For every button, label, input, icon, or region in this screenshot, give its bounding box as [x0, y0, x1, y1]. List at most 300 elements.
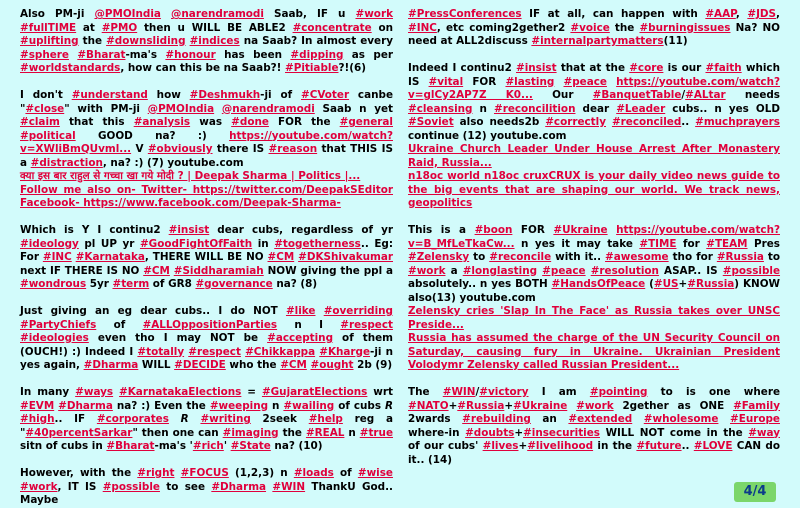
url-link[interactable]: Ukraine Church Leader Under House Arrest After Monastery Raid, Russia... — [408, 143, 780, 169]
body-text: sitn of cubs in — [20, 440, 107, 452]
url-link[interactable]: https://youtube.com/watch?v=B_MfLeTkaCw... — [408, 224, 780, 250]
hashtag-link[interactable]: #WIN — [442, 386, 476, 398]
post-paragraph — [20, 224, 393, 292]
hashtag-link[interactable]: #correctly — [545, 116, 606, 128]
hashtag-link[interactable]: #general — [339, 116, 393, 128]
hashtag-link[interactable]: #DECIDE — [174, 359, 226, 371]
hashtag-link[interactable]: #REAL — [305, 426, 345, 439]
hashtag-link[interactable]: #CM — [280, 359, 307, 371]
body-text: the — [278, 426, 306, 439]
hashtag-link[interactable]: #lasting — [505, 75, 555, 88]
italic-text: R — [385, 399, 394, 412]
body-text — [169, 413, 181, 425]
body-text: of — [96, 318, 143, 331]
body-text: , na? :) (7) — [102, 156, 168, 169]
body-text: in — [252, 237, 275, 250]
hashtag-link[interactable]: #wholesome — [643, 413, 719, 425]
body-text: , — [776, 8, 780, 20]
body-text: that this — [59, 116, 134, 128]
hashtag-link[interactable]: #GoodFightOfFaith — [139, 237, 253, 250]
body-text: an — [530, 413, 569, 425]
body-text: ThankU God.. Maybe — [20, 480, 393, 506]
body-text: / — [475, 386, 480, 398]
body-text: how — [147, 89, 190, 101]
hashtag-link[interactable]: #Zelensky — [408, 251, 470, 263]
hashtag-link[interactable]: #longlasting — [462, 264, 538, 277]
hashtag-link[interactable]: #totally — [137, 345, 185, 358]
body-text: to is one where — [647, 386, 780, 398]
hashtag-link[interactable]: #Soviet — [408, 116, 454, 128]
body-text: who the — [225, 359, 281, 371]
hashtag-link[interactable]: #downsliding — [106, 35, 186, 47]
body-text: canbe " — [20, 89, 393, 115]
hashtag-link[interactable]: #understand — [71, 89, 148, 101]
hashtag-link[interactable]: #weeping — [209, 399, 269, 412]
hashtag-link[interactable]: #Ukraine — [513, 399, 568, 412]
hashtag-link[interactable]: #work — [355, 8, 393, 20]
hashtag-link[interactable]: #claim — [20, 116, 60, 128]
hashtag-link[interactable]: #Siddharamiah — [173, 264, 264, 277]
hashtag-link[interactable]: #CVoter — [300, 89, 350, 101]
body-text: also needs2b — [453, 116, 546, 128]
hashtag-link[interactable]: #indices — [189, 35, 240, 47]
body-text: " then one can — [132, 426, 223, 439]
hashtag-link[interactable]: #Karnataka — [75, 251, 145, 263]
body-text: that at the — [556, 62, 630, 74]
body-text: to — [469, 251, 490, 263]
body-text: Saab, IF u — [263, 8, 356, 20]
page-number: 4/4 — [743, 484, 767, 499]
hashtag-link[interactable]: #peace — [563, 75, 607, 88]
body-text: where-in — [408, 426, 466, 439]
post-paragraph — [408, 8, 780, 49]
url-link[interactable]: Zelensky cries 'Slap In The Face' as Russia takes over UNSC Preside... — [408, 305, 780, 331]
body-text — [718, 413, 730, 425]
hashtag-link[interactable]: #PMO — [101, 21, 138, 34]
hashtag-link[interactable]: #US — [653, 278, 679, 290]
body-text: 2seek — [250, 413, 309, 425]
body-text: Also PM-ji — [20, 8, 95, 20]
hashtag-link[interactable]: #Bharat — [106, 440, 155, 452]
body-text: Pres — [747, 237, 780, 250]
hashtag-link[interactable]: #KarnatakaElections — [119, 386, 242, 398]
hashtag-link[interactable]: #dipping — [290, 48, 344, 61]
body-text: Na? NO need at ALL2discuss — [408, 21, 780, 47]
hashtag-link[interactable]: #wondrous — [20, 278, 87, 290]
hashtag-link[interactable]: #TIME — [639, 237, 677, 250]
hashtag-link[interactable]: #Chikkappa — [245, 345, 316, 358]
body-text: , how can this be na Saab?! — [120, 62, 286, 74]
body-text: na? :) Even the — [112, 399, 210, 412]
body-text: Indeed I continu2 — [408, 62, 517, 74]
body-text: , IT IS — [57, 480, 103, 493]
italic-text: R — [180, 413, 189, 425]
body-text — [189, 413, 201, 425]
hashtag-link[interactable]: #wise — [357, 467, 393, 479]
body-text: In many — [20, 386, 76, 398]
hashtag-link[interactable]: #Europe — [730, 413, 780, 425]
hashtag-link[interactable]: #Family — [733, 399, 781, 412]
hashtag-link[interactable]: #INC — [42, 251, 72, 263]
left-column — [20, 8, 393, 508]
body-text: next IF THERE IS NO — [20, 264, 144, 277]
body-text: continue (12) — [408, 129, 491, 142]
body-text: the — [78, 35, 107, 47]
hashtag-link[interactable]: #reconciled — [611, 116, 682, 128]
hashtag-link[interactable]: #insecurities — [523, 426, 600, 439]
hashtag-link[interactable]: #State — [230, 440, 271, 452]
body-text: FOR — [463, 75, 506, 88]
body-text: + — [514, 426, 524, 439]
post-paragraph — [20, 89, 393, 211]
post-paragraph — [20, 305, 393, 373]
body-text: dear — [575, 102, 617, 115]
hashtag-link[interactable]: #Russia — [716, 251, 764, 263]
hashtag-link[interactable]: #CM — [267, 251, 295, 263]
hashtag-link[interactable]: #40percentSarkar — [25, 426, 133, 439]
mention-link[interactable]: @PMOIndia — [94, 8, 161, 20]
hashtag-link[interactable]: #ways — [75, 386, 114, 398]
body-text: .. IF — [54, 413, 97, 425]
body-text: " with PM-ji — [64, 102, 148, 115]
hashtag-link[interactable]: #togetherness — [274, 237, 361, 250]
body-text: 2b (9) — [353, 359, 393, 371]
hashtag-link[interactable]: #reason — [268, 143, 318, 155]
body-text: n — [344, 426, 360, 439]
hashtag-link[interactable]: #ALLOppositionParties — [142, 318, 278, 331]
body-text: n — [472, 102, 494, 115]
hashtag-link[interactable]: #work — [576, 399, 614, 412]
body-text: dear cubs, regardless of yr — [209, 224, 393, 236]
body-text: ' — [223, 440, 231, 452]
body-text: 2wards — [408, 413, 463, 425]
body-text: n — [268, 399, 284, 412]
hashtag-link[interactable]: #concentrate — [292, 21, 372, 34]
body-text: I am — [528, 386, 590, 398]
body-text: FOR — [512, 224, 554, 236]
hashtag-link[interactable]: #livelihood — [527, 440, 594, 452]
body-text: WILL — [138, 359, 175, 371]
body-text: + — [504, 399, 514, 412]
hashtag-link[interactable]: #high — [20, 413, 55, 425]
hashtag-link[interactable]: #HandsOfPeace — [551, 278, 646, 290]
post-paragraph — [408, 62, 780, 211]
hashtag-link[interactable]: #corporates — [96, 413, 169, 425]
hashtag-link[interactable]: #PartyChiefs — [20, 318, 97, 331]
body-text — [554, 76, 563, 88]
hashtag-link[interactable]: #extended — [568, 413, 633, 425]
body-text: pl UP yr — [78, 237, 140, 250]
url-link[interactable]: n18oc world n18oc cruxCRUX is your daily video news guide to the big events that are shaping our world. We track news, geopolitics — [408, 170, 780, 209]
hashtag-link[interactable]: #AAP — [705, 8, 736, 20]
body-text: to see — [159, 480, 212, 493]
body-text: CAN do it.. (14) — [408, 440, 780, 466]
body-text: 2gether as ONE — [613, 399, 734, 412]
body-text: as per — [343, 48, 393, 61]
body-text: of cubs — [334, 399, 385, 412]
hashtag-link[interactable]: #peace — [542, 264, 586, 277]
body-text: was — [190, 116, 232, 128]
hashtag-link[interactable]: #boon — [474, 224, 513, 236]
hashtag-link[interactable]: #NATO — [408, 399, 449, 412]
mention-link[interactable]: @narendramodi — [171, 8, 264, 20]
post-paragraph — [20, 386, 393, 454]
body-text: ) KNOW also(13) — [408, 278, 780, 304]
post-paragraph — [20, 467, 393, 508]
hashtag-link[interactable]: #FOCUS — [180, 467, 229, 479]
body-text: .. Eg: For — [20, 237, 394, 263]
body-text: + — [448, 399, 458, 412]
hashtag-link[interactable]: #TEAM — [706, 237, 748, 250]
hashtag-link[interactable]: #Leader — [616, 102, 666, 115]
body-text: tho for — [668, 251, 717, 263]
body-text: This is a — [408, 224, 475, 236]
hashtag-link[interactable]: #term — [112, 278, 150, 290]
hashtag-link[interactable]: #work — [408, 264, 446, 277]
page-number-badge — [734, 482, 776, 502]
hashtag-link[interactable]: #insist — [516, 62, 557, 74]
body-text: (1,2,3) n — [228, 467, 294, 479]
hashtag-link[interactable]: #reconcilition — [493, 102, 576, 115]
hashtag-link[interactable]: #Bharat — [77, 48, 126, 61]
body-text: cubs.. n yes OLD — [665, 102, 781, 115]
body-text: 5yr — [86, 278, 113, 290]
hashtag-link[interactable]: #victory — [479, 386, 529, 398]
body-text: that THIS IS a — [20, 143, 393, 169]
hashtag-link[interactable]: #Dharma — [83, 359, 139, 371]
hashtag-link[interactable]: #awesome — [605, 251, 669, 263]
body-text — [607, 76, 616, 88]
hashtag-link[interactable]: #uplifting — [20, 35, 79, 47]
url-link[interactable]: https://youtube.com/watch?v=XWliBmQUvml... — [20, 129, 393, 155]
body-text — [608, 224, 617, 236]
body-text: of them (OUCH!) :) Indeed I — [20, 332, 393, 358]
hashtag-link[interactable]: #Ukraine — [553, 224, 608, 236]
hashtag-link[interactable]: #help — [308, 413, 343, 425]
hashtag-link[interactable]: #done — [231, 116, 269, 128]
body-text: reg a " — [20, 413, 393, 439]
hashtag-link[interactable]: #internalpartymatters — [531, 35, 664, 47]
hashtag-link[interactable]: #core — [629, 62, 664, 74]
hashtag-link[interactable]: #Dharma — [58, 399, 113, 412]
mention-link[interactable]: @PMOIndia — [147, 102, 215, 115]
body-text: FOR the — [268, 116, 340, 128]
hashtag-link[interactable]: #CM — [143, 264, 170, 277]
url-link[interactable]: Follow me also on- Twitter- https://twitter.com/DeepakSEditor Facebook- https://www.facebook.com/Deepak-Sharma- — [20, 183, 393, 209]
body-text: -ma's — [125, 48, 166, 61]
body-text: .. — [681, 116, 696, 128]
hashtag-link[interactable]: #Russia — [457, 399, 505, 412]
post-paragraph — [408, 224, 780, 373]
hashtag-link[interactable]: #LOVE — [693, 440, 733, 452]
hashtag-link[interactable]: #PressConferences — [408, 8, 522, 20]
hashtag-link[interactable]: #like — [285, 305, 316, 317]
hashtag-link[interactable]: #Russia — [687, 278, 735, 290]
body-text: GOOD na? :) — [75, 129, 230, 142]
body-text: + — [518, 440, 528, 452]
body-text — [567, 400, 576, 412]
hashtag-link[interactable]: #resolution — [590, 264, 659, 277]
body-text: the — [609, 21, 640, 34]
hashtag-link[interactable]: #doubts — [465, 426, 515, 439]
body-text: V — [131, 143, 148, 155]
hashtag-link[interactable]: #faith — [705, 62, 742, 74]
body-text: to — [763, 251, 780, 263]
body-text: Saab n yet — [314, 102, 393, 115]
hashtag-link[interactable]: #sphere — [20, 48, 69, 61]
body-text: , etc coming2gether2 — [436, 21, 571, 34]
link-source-domain: youtube.com — [459, 291, 536, 304]
hashtag-link[interactable]: #respect — [188, 345, 241, 358]
body-text: for — [676, 237, 707, 250]
body-text: na? (10) — [270, 440, 323, 452]
body-text: (11) — [663, 35, 688, 47]
post-paragraph — [20, 8, 393, 76]
hashtag-link[interactable]: #muchprayers — [695, 116, 780, 128]
body-text: Which is Y I continu2 — [20, 224, 169, 236]
body-text: wrt — [367, 386, 393, 398]
body-text: -ji of — [260, 89, 301, 101]
hashtag-link[interactable]: #possible — [722, 264, 781, 277]
link-source-domain: youtube.com — [167, 156, 244, 169]
url-link[interactable]: क्या इस बार राहुल से गच्चा खा गये मोदी ? | Deepak Sharma | Politics |... — [20, 170, 361, 182]
body-text: in the — [593, 440, 637, 452]
hashtag-link[interactable]: #accepting — [267, 332, 334, 344]
hashtag-link[interactable]: #ideology — [20, 237, 79, 250]
body-text — [315, 305, 323, 317]
body-text — [161, 8, 171, 20]
hashtag-link[interactable]: #voice — [570, 21, 610, 34]
hashtag-link[interactable]: #analysis — [133, 116, 191, 128]
hashtag-link[interactable]: #overriding — [323, 305, 393, 317]
body-text: n yes it may take — [514, 237, 640, 250]
hashtag-link[interactable]: #Deshmukh — [189, 89, 261, 101]
body-text: at — [76, 21, 102, 34]
hashtag-link[interactable]: #BanquetTable — [592, 89, 682, 101]
body-text: of — [333, 467, 358, 479]
body-text: is our — [663, 62, 706, 74]
hashtag-link[interactable]: #obviously — [147, 143, 213, 155]
body-text: has been — [215, 48, 291, 61]
hashtag-link[interactable]: #Kharge — [319, 345, 371, 358]
body-text: n I — [277, 318, 341, 331]
hashtag-link[interactable]: #Pitiable — [285, 62, 339, 74]
right-column — [408, 8, 780, 467]
hashtag-link[interactable]: #right — [137, 467, 175, 479]
body-text: -ma's ' — [154, 440, 193, 452]
link-source-domain: youtube.com — [490, 129, 567, 142]
hashtag-link[interactable]: #cleansing — [408, 102, 473, 115]
hashtag-link[interactable]: #true — [359, 426, 393, 439]
body-text: ( — [645, 278, 654, 290]
body-text: Our — [532, 89, 593, 101]
body-text: of GR8 — [149, 278, 196, 290]
body-text: on — [371, 21, 394, 34]
body-text: I don't — [20, 89, 72, 101]
hashtag-link[interactable]: #WIN — [272, 480, 306, 493]
body-text: IF at all, can happen with — [521, 8, 706, 20]
post-paragraph — [408, 386, 780, 467]
body-text: WILL NOT come in the — [599, 426, 749, 439]
hashtag-link[interactable]: #imaging — [222, 426, 279, 439]
hashtag-link[interactable]: #ought — [310, 359, 354, 371]
hashtag-link[interactable]: #GujaratElections — [261, 386, 368, 398]
hashtag-link[interactable]: #close — [25, 102, 65, 115]
body-text — [632, 413, 644, 425]
hashtag-link[interactable]: #rebuilding — [462, 413, 531, 425]
hashtag-link[interactable]: #loads — [293, 467, 334, 479]
hashtag-link[interactable]: #INC — [408, 21, 437, 34]
body-text: needs — [725, 89, 780, 101]
hashtag-link[interactable]: #ALtar — [685, 89, 726, 101]
body-text: then u WILL BE ABLE2 — [137, 21, 293, 34]
hashtag-link[interactable]: #work — [20, 480, 58, 493]
hashtag-link[interactable]: #EVM — [20, 399, 55, 412]
body-text: a — [445, 264, 463, 277]
hashtag-link[interactable]: #insist — [168, 224, 210, 236]
body-text — [214, 103, 222, 115]
body-text: NOW giving the ppl a — [263, 264, 393, 277]
hashtag-link[interactable]: #governance — [195, 278, 273, 290]
body-text: absolutely.. n yes BOTH — [408, 278, 552, 290]
body-text: = — [241, 386, 262, 398]
hashtag-link[interactable]: #political — [20, 129, 76, 142]
body-text: The — [408, 386, 443, 398]
body-text: there IS — [212, 143, 269, 155]
hashtag-link[interactable]: #future — [636, 440, 682, 452]
hashtag-link[interactable]: #lives — [482, 440, 519, 452]
body-text: even tho I may NOT be — [88, 332, 268, 344]
hashtag-link[interactable]: #honour — [165, 48, 216, 61]
body-text: na? (8) — [272, 278, 318, 290]
body-text: ?!(6) — [338, 62, 366, 74]
body-text: which IS — [408, 62, 780, 88]
body-text: na Saab? In almost every — [239, 35, 394, 47]
body-text: Just giving an eg dear cubs.. I do NOT — [20, 305, 286, 317]
hashtag-link[interactable]: #fullTIME — [20, 21, 77, 34]
hashtag-link[interactable]: #distraction — [30, 156, 103, 169]
body-text: with it.. — [551, 251, 606, 263]
hashtag-link[interactable]: #wailing — [283, 399, 335, 412]
body-text: ASAP.. IS — [658, 264, 723, 277]
hashtag-link[interactable]: #writing — [200, 413, 251, 425]
mention-link[interactable]: @narendramodi — [221, 102, 315, 115]
hashtag-link[interactable]: #burningissues — [639, 21, 731, 34]
hashtag-link[interactable]: #possible — [102, 480, 160, 493]
hashtag-link[interactable]: #worldstandards — [20, 62, 121, 74]
body-text: -ji n yes again, — [20, 345, 394, 371]
hashtag-link[interactable]: #JDS — [747, 8, 777, 20]
url-link[interactable]: Russia has assumed the charge of the UN Security Council on Saturday, causing fury in Ukraine. Ukrainian President Volodymr Zelensky called Russian President... — [408, 332, 780, 371]
hashtag-link[interactable]: #Dharma — [211, 480, 267, 493]
hashtag-link[interactable]: #ideologies — [20, 332, 89, 344]
hashtag-link[interactable]: #vital — [428, 75, 464, 88]
body-text: of our cubs' — [408, 440, 483, 452]
hashtag-link[interactable]: #respect — [340, 318, 393, 331]
hashtag-link[interactable]: #DKShivakumar — [298, 251, 393, 263]
body-text: , — [735, 8, 748, 20]
body-text: , THERE WILL BE NO — [144, 251, 268, 263]
hashtag-link[interactable]: #rich — [192, 440, 224, 452]
hashtag-link[interactable]: #way — [748, 426, 780, 439]
body-text: + — [678, 278, 688, 290]
body-text: .. — [681, 440, 694, 452]
body-text: However, with the — [20, 467, 138, 479]
hashtag-link[interactable]: #pointing — [589, 386, 648, 398]
body-text: / — [681, 89, 686, 101]
hashtag-link[interactable]: #reconcile — [489, 251, 552, 263]
url-link[interactable]: https://youtube.com/watch?v=glCy2AP7Z K0... — [408, 75, 781, 101]
